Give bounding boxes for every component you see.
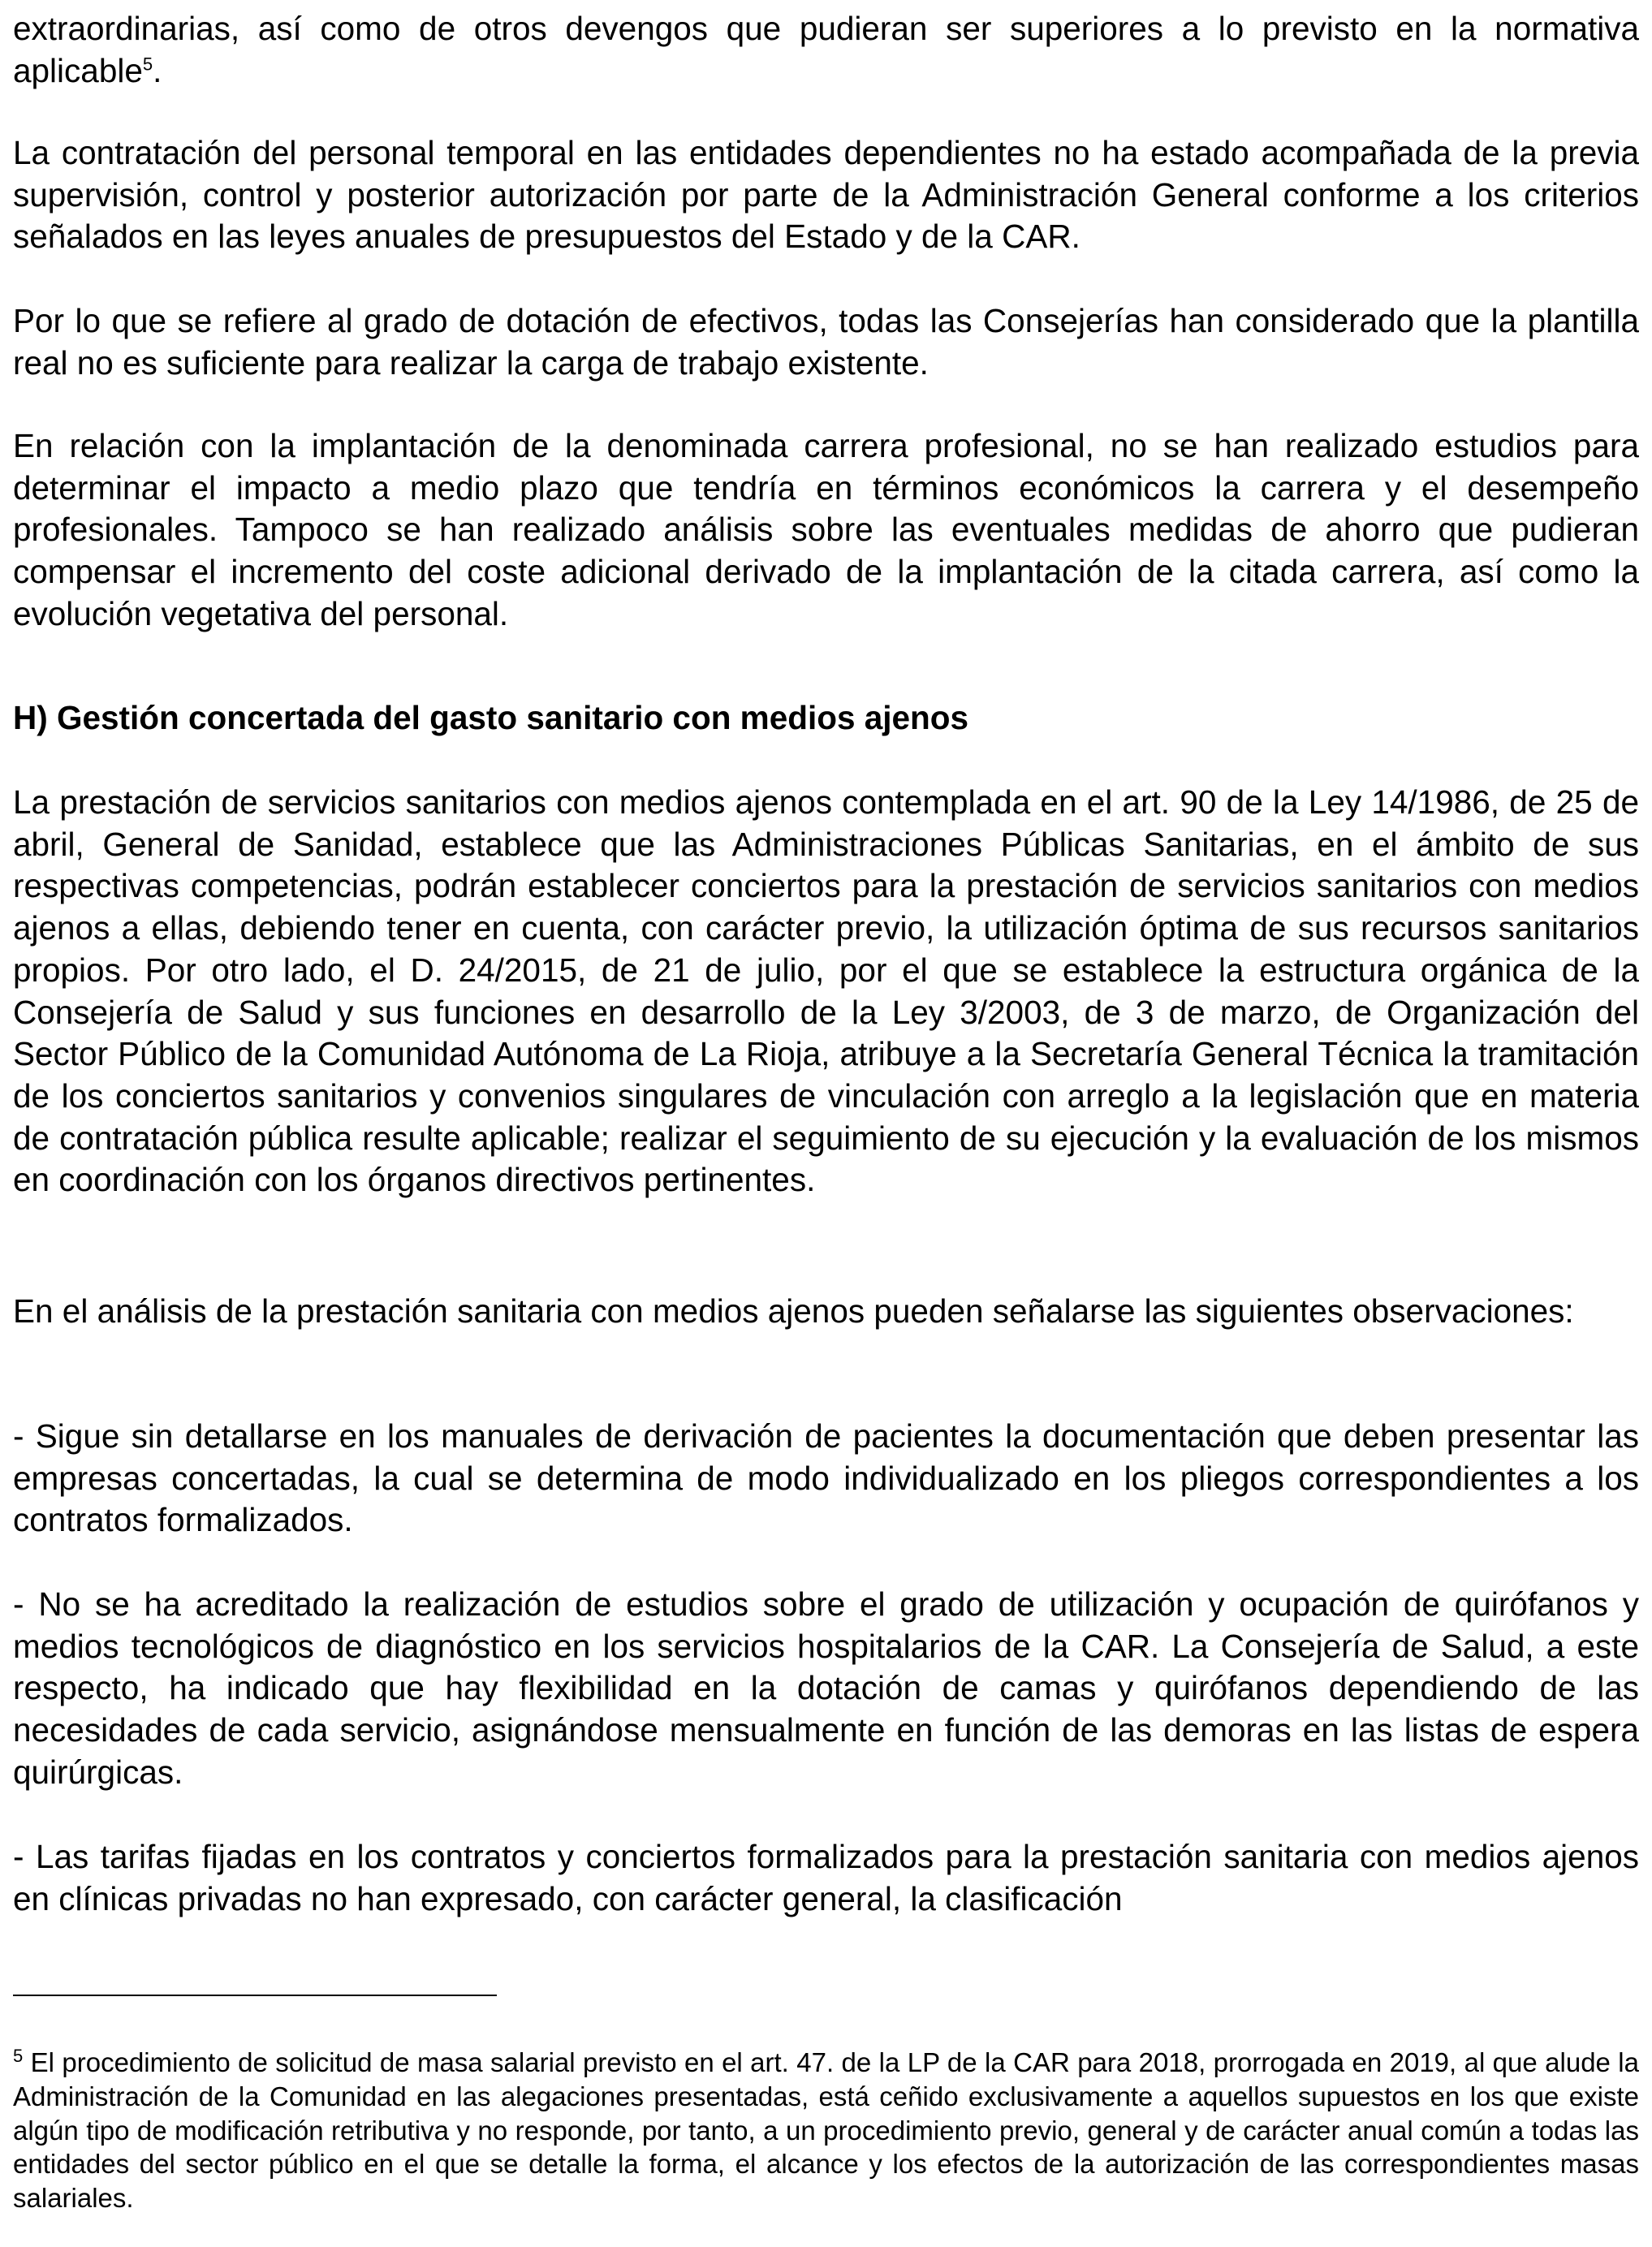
list-item-quirofanos: - No se ha acreditado la realización de estudios sobre el grado de utilización y ocupación de quirófanos y medios tecnológicos de diagnóstico en los servicios hospitalarios de la CAR. La Consejería de Salud, a este respecto, ha indicado que hay flexibilidad en la dotación de camas y quirófanos dependiendo de las necesidades de cada servicio, asignándose mensualmente en función de las demoras en las listas de espera quirúrgicas. — [13, 1585, 1639, 1791]
paragraph-dotacion-efectivos: Por lo que se refiere al grado de dotación de efectivos, todas las Consejerías han considerado que la plantilla real no es suficiente para realizar la carga de trabajo existente. — [13, 302, 1639, 382]
list-item-tarifas: - Las tarifas fijadas en los contratos y conciertos formalizados para la prestación sanitaria con medios ajenos en clínicas privadas no han expresado, con carácter general, la clasificación — [13, 1838, 1639, 1917]
list-item-manuales-derivacion: - Sigue sin detallarse en los manuales de derivación de pacientes la documentación que deben presentar las empresas concertadas, la cual se determina de modo individualizado en los pliegos correspondientes a los contratos formalizados. — [13, 1417, 1639, 1539]
paragraph-carrera-profesional: En relación con la implantación de la denominada carrera profesional, no se han realizado estudios para determinar el impacto a medio plazo que tendría en términos económicos la carrera y el desempeño profesionales. Tampoco se han realizado análisis sobre las eventuales medidas de ahorro que pudieran compensar el incremento del coste adicional derivado de la implantación de la citada carrera, así como la evolución vegetativa del personal. — [13, 427, 1639, 632]
paragraph-analisis-observaciones: En el análisis de la prestación sanitaria con medios ajenos pueden señalarse las siguientes observaciones: — [13, 1292, 1574, 1330]
footnote-reference[interactable]: 5 — [142, 54, 153, 75]
footnote-text: El procedimiento de solicitud de masa salarial previsto en el art. 47. de la LP de la CAR para 2018, prorrogada en 2019, al que alude la Administración de la Comunidad en las alegaciones presentadas, está ceñido exclusivamente a aquellos supuestos en los que existe algún tipo de modificación retributiva y no responde, por tanto, a un procedimiento previo, general y de carácter anual común a todas las entidades del sector público en el que se detalle la forma, el alcance y los efectos de la autorización de las correspondientes masas salariales. — [13, 2047, 1639, 2214]
paragraph-personal-temporal: La contratación del personal temporal en las entidades dependientes no ha estado acompañada de la previa supervisión, control y posterior autorización por parte de la Administración General conforme a los criterios señalados en las leyes anuales de presupuestos del Estado y de la CAR. — [13, 134, 1639, 256]
paragraph-text: extraordinarias, así como de otros devengos que pudieran ser superiores a lo previsto en la normativa aplicable — [13, 10, 1639, 89]
section-heading: H) Gestión concertada del gasto sanitario con medios ajenos — [13, 699, 969, 736]
document-page — [13, 0, 1639, 2247]
footnote-separator — [13, 1995, 497, 1996]
paragraph-prestacion-servicios: La prestación de servicios sanitarios con medios ajenos contemplada en el art. 90 de la Ley 14/1986, de 25 de abril, General de Sanidad, establece que las Administraciones Públicas Sanitarias, en el ámbito de sus respectivas competencias, podrán establecer conciertos para la prestación de servicios sanitarios con medios ajenos a ellas, debiendo tener en cuenta, con carácter previo, la utilización óptima de sus recursos sanitarios propios. Por otro lado, el D. 24/2015, de 21 de julio, por el que se establece la estructura orgánica de la Consejería de Salud y sus funciones en desarrollo de la Ley 3/2003, de 3 de marzo, de Organización del Sector Público de la Comunidad Autónoma de La Rioja, atribuye a la Secretaría General Técnica la tramitación de los conciertos sanitarios y convenios singulares de vinculación con arreglo a la legislación que en materia de contratación pública resulte aplicable; realizar el seguimiento de su ejecución y la evaluación de los mismos en coordinación con los órganos directivos pertinentes. — [13, 783, 1639, 1199]
paragraph-extraordinarias — [13, 8, 1639, 92]
footnote-marker: 5 — [13, 2046, 24, 2066]
paragraph-tail: . — [153, 51, 162, 89]
footnote-5 — [13, 2046, 1639, 2215]
